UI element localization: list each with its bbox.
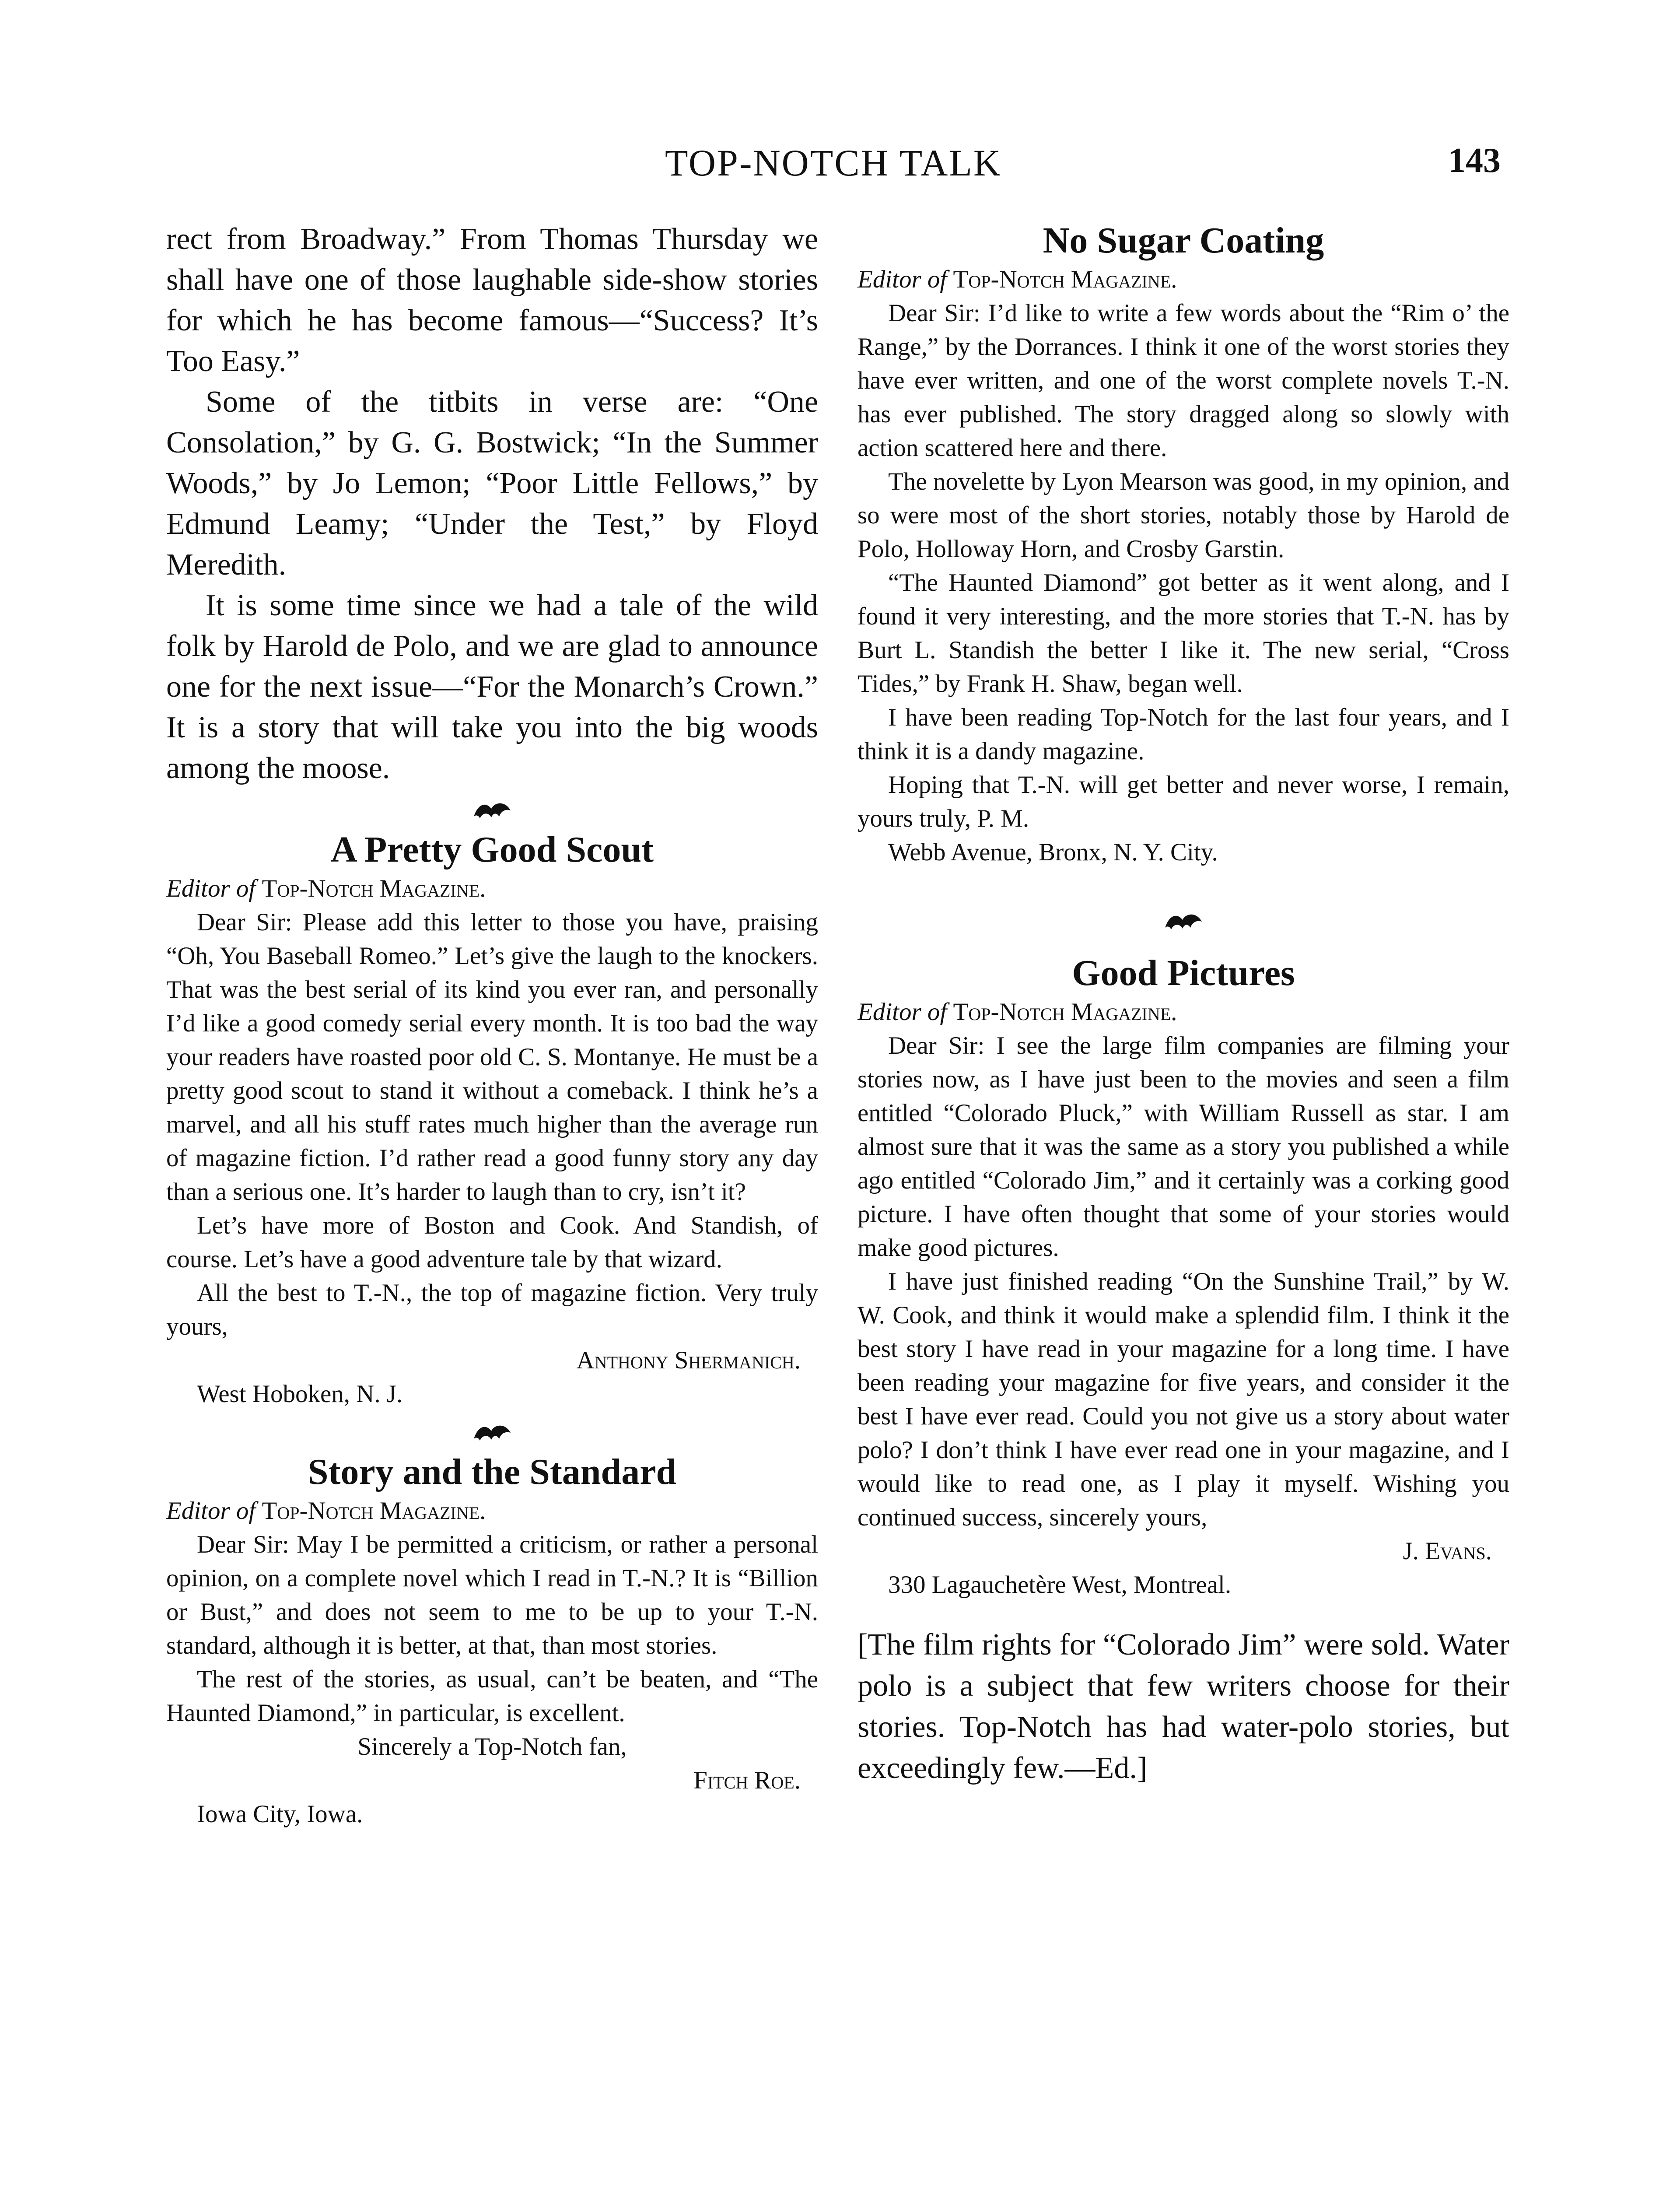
- letter-paragraph: Dear Sir: I see the large film companies are filming your stories now, as I have just been to the movies and seen a film entitled “Colorado Pluck,” with William Russell as star. I am almost sure that it was the same as a story you published a while ago entitled “Colorado Jim,” and it certainly was a corking good picture. I have often thought that some of your stories would make good pictures.: [858, 1032, 1509, 1262]
- letter-place: West Hoboken, N. J.: [197, 1380, 403, 1408]
- letter-paragraph: The novelette by Lyon Mearson was good, in my opinion, and so were most of the short stories, notably those by Harold de Polo, Holloway Horn, and Crosby Garstin.: [858, 468, 1509, 563]
- letter-paragraph: Let’s have more of Boston and Cook. And Standish, of course. Let’s have a good adventure tale by that wizard.: [166, 1212, 818, 1273]
- fleuron-ornament-icon: [166, 1421, 818, 1444]
- salutation: Editor of Top-Notch Magazine.: [166, 1497, 486, 1525]
- letter-paragraph: Dear Sir: I’d like to write a few words about the “Rim o’ the Range,” by the Dorrances. I think it one of the worst stories they have ever written, and one of the worst complete novels T.-N. has ever published. The story dragged along so slowly with action scattered here and there.: [858, 299, 1509, 462]
- letter-title: No Sugar Coating: [1043, 220, 1324, 261]
- salutation: Editor of Top-Notch Magazine.: [166, 875, 486, 902]
- intro-paragraph: Some of the titbits in verse are: “One Consolation,” by G. G. Bostwick; “In the Summer Woods,” by Jo Lemon; “Poor Little Fellows,” by Edmund Leamy; “Under the Test,” by Floyd Meredith.: [166, 385, 818, 582]
- letter-place: Webb Avenue, Bronx, N. Y. City.: [888, 838, 1218, 866]
- right-column: [858, 219, 1509, 1789]
- letter-signature: J. Evans.: [1403, 1537, 1492, 1565]
- page-number: 143: [1448, 141, 1501, 180]
- letter-signature: Fitch Roe.: [693, 1767, 801, 1794]
- page-header: [166, 141, 1501, 189]
- fleuron-ornament-icon: [858, 910, 1509, 933]
- letter-place: Iowa City, Iowa.: [197, 1800, 363, 1828]
- letter-title: Good Pictures: [1072, 953, 1295, 993]
- letter-paragraph: I have been reading Top-Notch for the last four years, and I think it is a dandy magazine.: [858, 704, 1509, 765]
- intro-paragraph: rect from Broadway.” From Thomas Thursday we shall have one of those laughable side-show stories for which he has become famous—“Success? It’s Too Easy.”: [166, 222, 818, 378]
- running-title: TOP-NOTCH TALK: [665, 142, 1002, 184]
- letter-paragraph: “The Haunted Diamond” got better as it went along, and I found it very interesting, and the more stories that T.-N. has by Burt L. Standish the better I like it. The new serial, “Cross Tides,” by Frank H. Shaw, began well.: [858, 569, 1509, 698]
- letter-paragraph: Hoping that T.-N. will get better and never worse, I remain, yours truly, P. M.: [858, 771, 1509, 832]
- letter-paragraph: Dear Sir: May I be permitted a criticism, or rather a personal opinion, on a complete novel which I read in T.-N.? It is “Billion or Bust,” and does not seem to me to be up to your T.-N. standard, although it is better, at that, than most stories.: [166, 1531, 818, 1659]
- letter-paragraph: The rest of the stories, as usual, can’t be beaten, and “The Haunted Diamond,” in particular, is excellent.: [166, 1666, 818, 1727]
- left-column: [166, 219, 818, 1831]
- letter-signature: Anthony Shermanich.: [576, 1346, 801, 1374]
- editor-note: [The film rights for “Colorado Jim” were sold. Water polo is a subject that few writers choose for their stories. Top-Notch has had water-polo stories, but exceedingly few.—Ed.]: [858, 1628, 1509, 1785]
- intro-paragraph: It is some time since we had a tale of the wild folk by Harold de Polo, and we are glad to announce one for the next issue—“For the Monarch’s Crown.” It is a story that will take you into the big woods among the moose.: [166, 589, 818, 785]
- letter-paragraph: All the best to T.-N., the top of magazine fiction. Very truly yours,: [166, 1279, 818, 1340]
- letter-paragraph: I have just finished reading “On the Sunshine Trail,” by W. W. Cook, and think it would make a splendid film. I think it the best story I have read in your magazine for a long time. I have been reading your magazine for five years, and consider it the best I have ever read. Could you not give us a story about water polo? I don’t think I have ever read one in your magazine, and I would like to read one, as I play it myself. Wishing you continued success, sincerely yours,: [858, 1268, 1509, 1531]
- letter-title: Story and the Standard: [308, 1452, 677, 1492]
- letter-title: A Pretty Good Scout: [330, 829, 654, 870]
- letter-place: 330 Lagauchetère West, Montreal.: [888, 1571, 1232, 1599]
- salutation: Editor of Top-Notch Magazine.: [858, 998, 1177, 1026]
- salutation: Editor of Top-Notch Magazine.: [858, 266, 1177, 293]
- letter-closing: Sincerely a Top-Notch fan,: [357, 1733, 627, 1760]
- fleuron-ornament-icon: [166, 799, 818, 822]
- letter-paragraph: Dear Sir: Please add this letter to those you have, praising “Oh, You Baseball Romeo.” Let’s give the laugh to the knockers. That was the best serial of its kind you ever ran, and personally I’d like a good comedy serial every month. It is too bad the way your readers have roasted poor old C. S. Montanye. He must be a pretty good scout to stand it without a comeback. I think he’s a marvel, and all his stuff rates much higher than the average run of magazine fiction. I’d rather read a good funny story any day than a serious one. It’s harder to laugh than to cry, isn’t it?: [166, 908, 818, 1206]
